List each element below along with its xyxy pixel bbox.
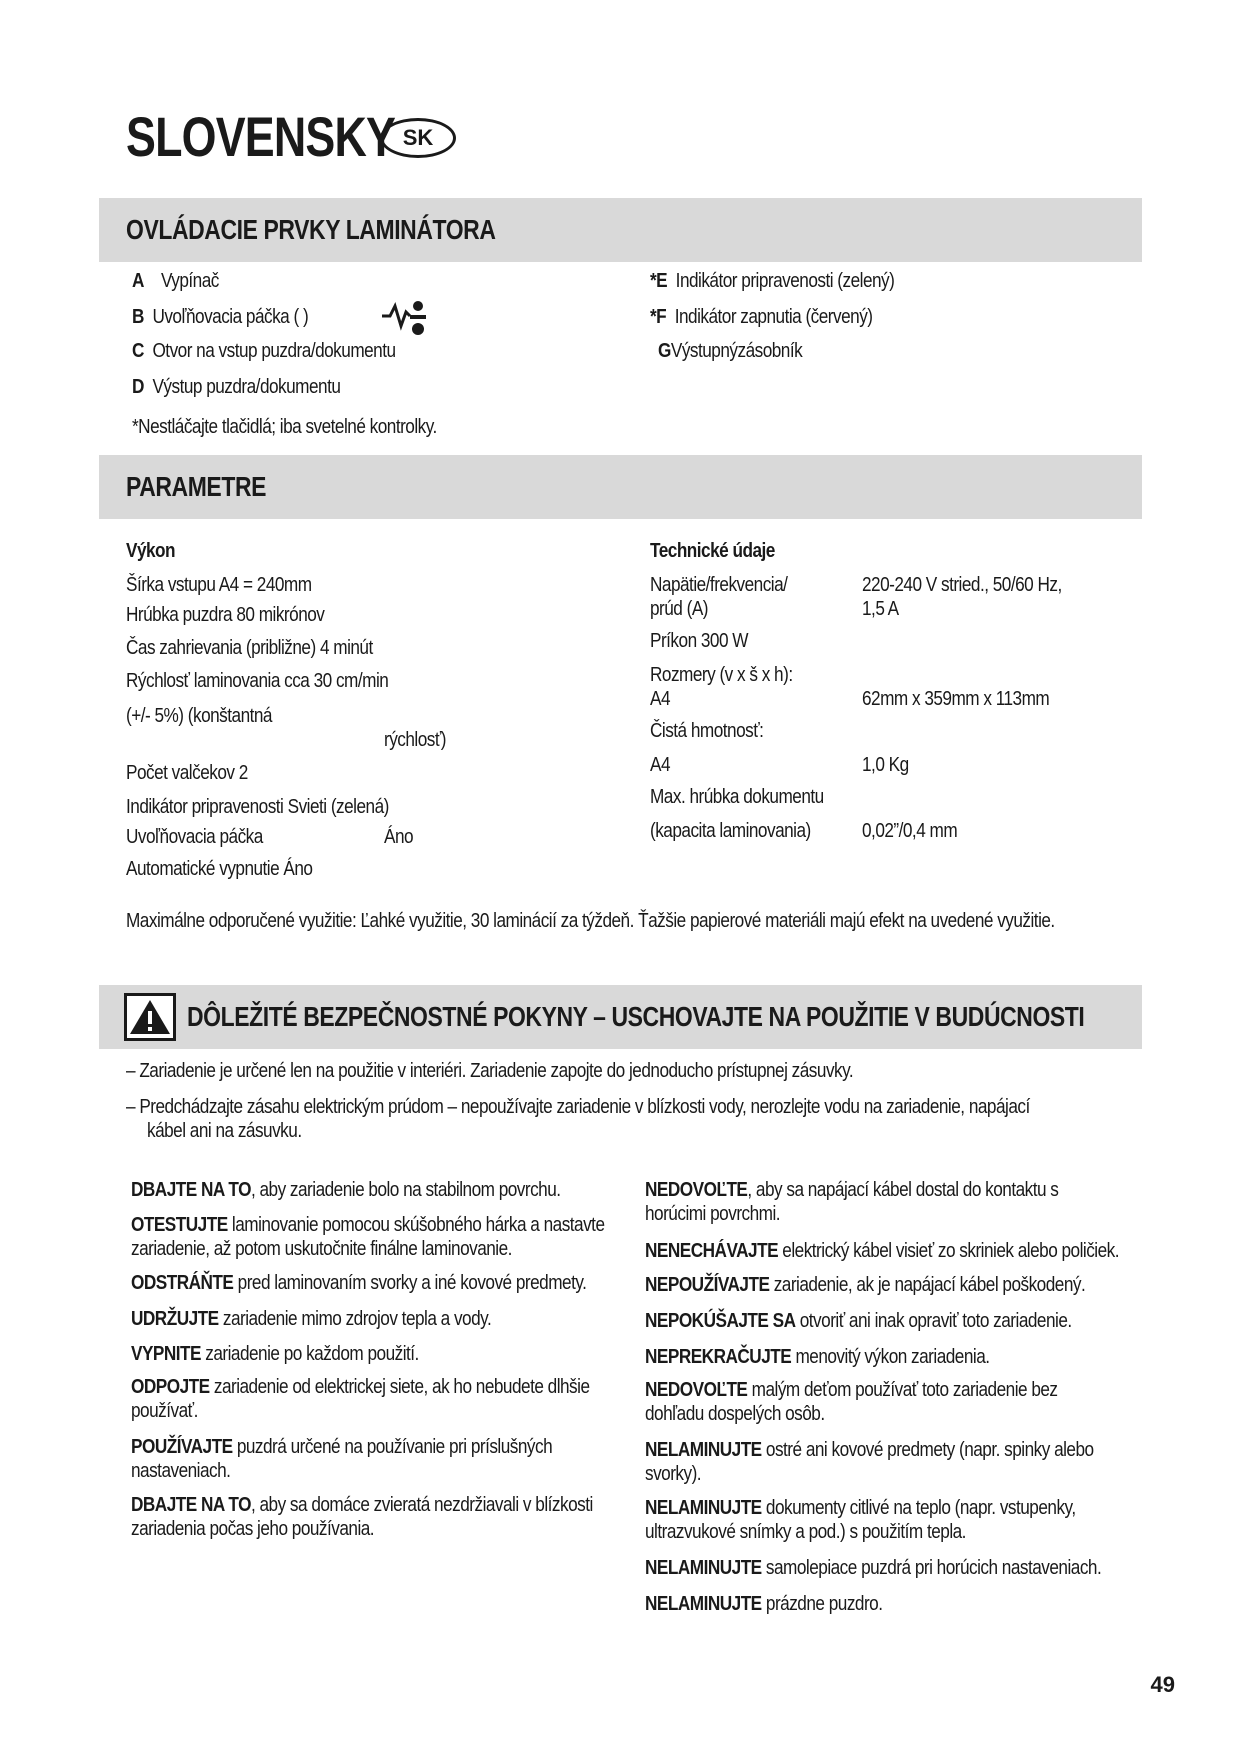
safety-keyword: DBAJTE NA TO [131, 1179, 251, 1201]
spec-speed-tolerance-cont: rýchlosť) [384, 729, 447, 751]
tech-data-title: Technické údaje [650, 540, 775, 562]
controls-heading: OVLÁDACIE PRVKY LAMINÁTORA [126, 214, 496, 245]
safety-item [645, 1179, 1058, 1202]
spec-voltage-label: Napätie/frekvencia/ [650, 574, 788, 596]
safety-item-cont: používať. [131, 1400, 198, 1422]
language-badge-label: SK [402, 125, 434, 150]
safety-item-cont: zariadenia počas jeho používania. [131, 1518, 375, 1540]
safety-item [131, 1436, 552, 1459]
control-key: B [132, 306, 144, 328]
safety-item [645, 1379, 1058, 1402]
safety-keyword: VYPNITE [131, 1343, 201, 1365]
safety-keyword: NELAMINUJTE [645, 1557, 762, 1579]
safety-text: prázdne puzdro. [761, 1593, 883, 1615]
safety-keyword: NEDOVOĽTE [645, 1179, 748, 1201]
safety-keyword: NEPOKÚŠAJTE SA [645, 1310, 796, 1332]
safety-item-cont: svorky). [645, 1463, 702, 1485]
safety-text: zariadenie, ak je napájací kábel poškodený. [769, 1274, 1086, 1296]
spec-voltage-label-cont: prúd (A) [650, 598, 709, 620]
safety-item [131, 1308, 491, 1331]
safety-text: pred laminovaním svorky a iné kovové predmety. [233, 1272, 587, 1294]
safety-item [131, 1214, 604, 1237]
performance-title: Výkon [126, 540, 176, 562]
safety-item [131, 1376, 590, 1399]
spec-weight-value: 1,0 Kg [862, 754, 909, 776]
spec-speed: Rýchlosť laminovania cca 30 cm/min [126, 670, 389, 692]
safety-keyword: OTESTUJTE [131, 1214, 228, 1236]
safety-item-cont: zariadenie, až potom uskutočnite finálne laminovanie. [131, 1238, 512, 1260]
safety-item [645, 1346, 990, 1369]
safety-text: menovitý výkon zariadenia. [791, 1346, 990, 1368]
spec-weight-label: Čistá hmotnosť: [650, 720, 764, 742]
spec-input-width: Šírka vstupu A4 = 240mm [126, 574, 312, 596]
control-item-g [658, 340, 802, 363]
control-key: D [132, 376, 144, 398]
spec-power: Príkon 300 W [650, 630, 749, 652]
control-key: A [132, 270, 144, 292]
safety-keyword: NELAMINUJTE [645, 1593, 762, 1615]
safety-text: samolepiace puzdrá pri horúcich nastaveniach. [761, 1557, 1102, 1579]
control-label: Otvor na vstup puzdra/dokumentu [152, 340, 396, 362]
safety-keyword: ODPOJTE [131, 1376, 210, 1398]
safety-bullet-indoor: – Zariadenie je určené len na použitie v interiéri. Zariadenie zapojte do jednoducho prístupnej zásuvky. [126, 1060, 854, 1082]
safety-text: , aby sa domáce zvieratá nezdržiavali v blízkosti [250, 1494, 593, 1516]
spec-max-thickness-label: Max. hrúbka dokumentu [650, 786, 824, 808]
controls-heading-bar [99, 198, 1142, 262]
safety-heading-bar [99, 985, 1142, 1049]
spec-dimensions-value: 62mm x 359mm x 113mm [862, 688, 1050, 710]
safety-text: , aby sa napájací kábel dostal do kontaktu s [747, 1179, 1059, 1201]
page-number: 49 [1150, 1672, 1175, 1697]
safety-keyword: NENECHÁVAJTE [645, 1240, 779, 1262]
safety-bullet-shock: – Predchádzajte zásahu elektrickým prúdom – nepoužívajte zariadenie v blízkosti vody, nerozlejte vodu na zariadenie, napájací [126, 1096, 1030, 1118]
control-key: *E [650, 270, 668, 292]
safety-text: puzdrá určené na používanie pri príslušných [232, 1436, 553, 1458]
control-label: Vypínač [160, 270, 219, 292]
safety-text: otvoriť ani inak opraviť toto zariadenie. [795, 1310, 1072, 1332]
control-label: Výstup puzdra/dokumentu [152, 376, 341, 398]
controls-note: *Nestláčajte tlačidlá; iba svetelné kontrolky. [132, 416, 437, 438]
spec-capacity-value: 0,02”/0,4 mm [862, 820, 958, 842]
safety-item [131, 1179, 561, 1202]
safety-item-cont: dohľadu dospelých osôb. [645, 1403, 825, 1425]
spec-dimensions-label: Rozmery (v x š x h): [650, 664, 793, 686]
control-key: *F [650, 306, 667, 328]
safety-text: zariadenie mimo zdrojov tepla a vody. [218, 1308, 492, 1330]
safety-item [131, 1272, 586, 1295]
safety-keyword: POUŽÍVAJTE [131, 1436, 233, 1458]
control-label: Indikátor pripravenosti (zelený) [675, 270, 895, 292]
language-badge [380, 118, 456, 158]
control-label: Výstupnýzásobník [670, 340, 803, 362]
safety-item [645, 1439, 1094, 1462]
spec-rollers: Počet valčekov 2 [126, 762, 248, 784]
safety-heading: DÔLEŽITÉ BEZPEČNOSTNÉ POKYNY – USCHOVAJTE NA POUŽITIE V BUDÚCNOSTI [187, 1001, 1085, 1032]
control-item-a [132, 270, 219, 293]
params-heading-bar [99, 455, 1142, 519]
page-title: SLOVENSKY [126, 105, 396, 168]
spec-auto-off: Automatické vypnutie Áno [126, 858, 313, 880]
safety-item [645, 1497, 1076, 1520]
params-heading: PARAMETRE [126, 471, 267, 502]
safety-bullet-shock-cont: kábel ani na zásuvku. [147, 1120, 302, 1142]
control-item-e [650, 270, 894, 293]
safety-text: elektrický kábel visieť zo skriniek alebo poličiek. [778, 1240, 1120, 1262]
safety-item-cont: nastaveniach. [131, 1460, 231, 1482]
control-item-c [132, 340, 396, 363]
safety-keyword: ODSTRÁŇTE [131, 1272, 234, 1294]
safety-keyword: NEDOVOĽTE [645, 1379, 748, 1401]
safety-text: dokumenty citlivé na teplo (napr. vstupenky, [761, 1497, 1076, 1519]
safety-keyword: UDRŽUJTE [131, 1308, 219, 1330]
spec-warm-up: Čas zahrievania (približne) 4 minút [126, 637, 373, 659]
control-item-b [132, 306, 308, 329]
control-item-d [132, 376, 340, 399]
safety-text: malým deťom používať toto zariadenie bez [747, 1379, 1058, 1401]
safety-item [131, 1494, 593, 1517]
safety-keyword: DBAJTE NA TO [131, 1494, 251, 1516]
safety-keyword: NEPOUŽÍVAJTE [645, 1274, 770, 1296]
safety-text: ostré ani kovové predmety (napr. spinky alebo [761, 1439, 1094, 1461]
spec-release-lever-value: Áno [384, 826, 414, 848]
warning-icon [124, 993, 176, 1041]
safety-item [131, 1343, 419, 1366]
spec-current-value: 1,5 A [862, 598, 899, 620]
safety-item [645, 1274, 1085, 1297]
safety-text: laminovanie pomocou skúšobného hárka a nastavte [227, 1214, 605, 1236]
spec-speed-tolerance: (+/- 5%) (konštantná [126, 705, 272, 727]
control-label: Uvoľňovacia páčka ( ) [152, 306, 309, 328]
safety-item-cont: ultrazvukové snímky a pod.) s použitím tepla. [645, 1521, 966, 1543]
safety-item [645, 1240, 1119, 1263]
safety-text: zariadenie po každom použití. [200, 1343, 419, 1365]
safety-item [645, 1557, 1101, 1580]
safety-keyword: NELAMINUJTE [645, 1497, 762, 1519]
spec-pouch-thickness: Hrúbka puzdra 80 mikrónov [126, 604, 325, 626]
control-key: G [658, 340, 671, 362]
spec-voltage-value: 220-240 V stried., 50/60 Hz, [862, 574, 1062, 596]
usage-note: Maximálne odporučené využitie: Ľahké využitie, 30 laminácií za týždeň. Ťažšie papierové materiáli majú efekt na uvedené využitie. [126, 910, 1055, 932]
control-key: C [132, 340, 144, 362]
safety-item [645, 1593, 882, 1616]
spec-dimensions-a4: A4 [650, 688, 671, 710]
control-label: Indikátor zapnutia (červený) [674, 306, 873, 328]
safety-item-cont: horúcimi povrchmi. [645, 1203, 781, 1225]
safety-keyword: NELAMINUJTE [645, 1439, 762, 1461]
spec-capacity-label: (kapacita laminovania) [650, 820, 811, 842]
safety-item [645, 1310, 1072, 1333]
control-item-f [650, 306, 873, 329]
safety-text: , aby zariadenie bolo na stabilnom povrchu. [250, 1179, 561, 1201]
safety-keyword: NEPREKRAČUJTE [645, 1346, 792, 1368]
release-lever-icon [380, 298, 428, 338]
spec-weight-a4: A4 [650, 754, 671, 776]
spec-release-lever: Uvoľňovacia páčka [126, 826, 263, 848]
spec-ready-indicator: Indikátor pripravenosti Svieti (zelená) [126, 796, 389, 818]
safety-text: zariadenie od elektrickej siete, ak ho nebudete dlhšie [209, 1376, 590, 1398]
